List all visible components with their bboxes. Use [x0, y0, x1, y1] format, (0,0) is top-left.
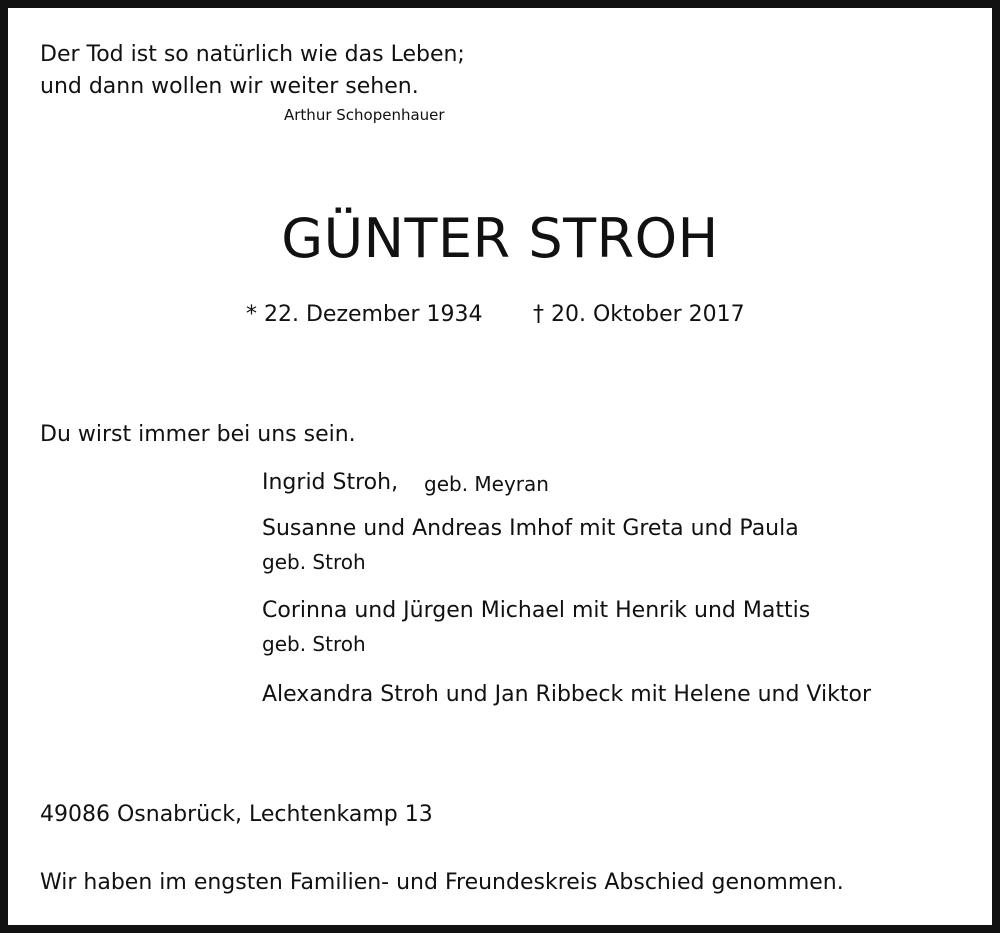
mourner-name: Ingrid Stroh, [262, 470, 399, 495]
mourner-note: geb. Stroh [262, 632, 366, 656]
quote-author: Arthur Schopenhauer [284, 106, 445, 124]
address: 49086 Osnabrück, Lechtenkamp 13 [40, 802, 433, 827]
mourner-name: Susanne und Andreas Imhof mit Greta und Paula [262, 516, 799, 541]
quote-line-1: Der Tod ist so natürlich wie das Leben; [40, 42, 465, 67]
quote-line-2: und dann wollen wir weiter sehen. [40, 74, 419, 99]
deceased-name: GÜNTER STROH [281, 207, 719, 270]
birth-date: * 22. Dezember 1934 [246, 302, 483, 327]
mourner-note: geb. Stroh [262, 550, 366, 574]
closing-statement: Wir haben im engsten Familien- und Freundeskreis Abschied genommen. [40, 870, 844, 895]
mourner-name: Alexandra Stroh und Jan Ribbeck mit Helene und Viktor [262, 682, 871, 707]
mourner-note: geb. Meyran [424, 472, 549, 496]
farewell-message: Du wirst immer bei uns sein. [40, 422, 356, 447]
mourner-name: Corinna und Jürgen Michael mit Henrik und Mattis [262, 598, 811, 623]
death-date: † 20. Oktober 2017 [533, 302, 745, 327]
